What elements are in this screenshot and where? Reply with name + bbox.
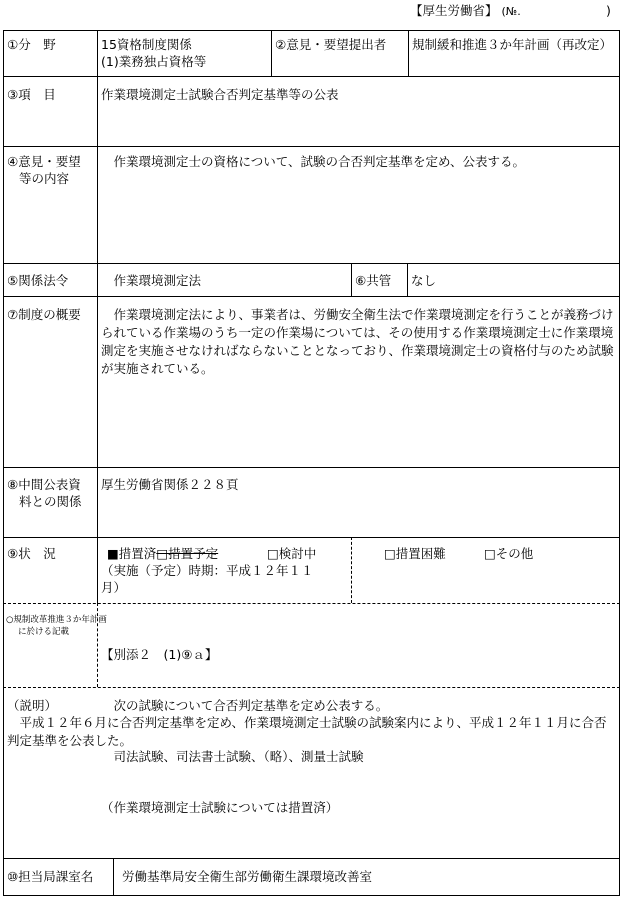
field-value-line2: (1)業務独占資格等 [101, 54, 207, 69]
office-label: ⑩担当局課室名 [7, 869, 94, 884]
document-number-close: ) [606, 3, 611, 18]
overview-label: ⑦制度の概要 [7, 307, 81, 322]
plan-ref: 【別添２ (1)⑨ａ】 [101, 647, 218, 662]
field-value [101, 36, 206, 70]
item-label: ③項 目 [7, 87, 56, 102]
status-other: □その他 [484, 546, 534, 561]
office-value: 労働基準局安全衛生部労働衛生課環境改善室 [122, 869, 373, 884]
field-label: ①分 野 [7, 37, 56, 52]
request-label [7, 153, 81, 187]
interim-label-line1: ⑧中間公表資 [7, 477, 81, 492]
request-value: 作業環境測定士の資格について、試験の合否判定基準を定め、公表する。 [101, 154, 526, 169]
plan-label [6, 614, 107, 638]
field-value-line1: 15資格制度関係 [101, 37, 192, 52]
item-value: 作業環境測定士試験合否判定基準等の公表 [101, 87, 339, 102]
explanation-heading: （説明） [7, 698, 58, 713]
plan-label-line1: ○規制改革推進３か年計画 [6, 615, 107, 625]
joint-value: なし [411, 273, 437, 288]
document-number-label: (№. [501, 5, 521, 18]
interim-label [7, 476, 82, 510]
status-timing [101, 562, 314, 596]
status-timing-line1: （実施（予定）時期：平成１２年１１ [101, 563, 314, 578]
interim-label-line2: 料との関係 [19, 494, 82, 509]
status-considering: □検討中 [267, 546, 317, 561]
status-done: ■措置済 [107, 546, 157, 561]
plan-line1: 次の試験について合否判定基準を定め公表する。 [101, 698, 389, 713]
ministry-header [410, 2, 521, 20]
status-difficult: □措置困難 [384, 546, 446, 561]
law-label: ⑤関係法令 [7, 273, 69, 288]
plan-label-line2: に於ける記載 [18, 627, 70, 637]
status-timing-line2: 月） [101, 580, 127, 595]
joint-label: ⑥共管 [355, 273, 392, 288]
law-value: 作業環境測定法 [101, 273, 202, 288]
status-label: ⑨状 況 [7, 546, 56, 561]
status-options [107, 545, 218, 562]
request-label-line2: 等の内容 [19, 171, 70, 186]
request-label-line1: ④意見・要望 [7, 154, 81, 169]
interim-value: 厚生労働省関係２２８頁 [101, 477, 239, 492]
submitter-label: ②意見・要望提出者 [275, 37, 387, 52]
plan-line3: （作業環境測定士試験については措置済） [101, 800, 339, 815]
status-planned: □措置予定 [156, 546, 219, 561]
explanation-body: 平成１２年６月に合否判定基準を定め、作業環境測定士試験の試験案内により、平成１２年１１月に合否判定基準を公表した。 [7, 715, 607, 748]
ministry-name: 【厚生労働省】 [410, 3, 498, 18]
overview-value: 作業環境測定法により、事業者は、労働安全衛生法で作業環境測定を行うことが義務づけられている作業場のうち一定の作業場については、その使用する作業環境測定士に作業環境測定を実施させなければならないこととなっており、作業環境測定士の資格付与のため試験が実施されている。 [101, 307, 614, 376]
submitter-value: 規制緩和推進３か年計画（再改定） [412, 37, 613, 52]
plan-line2: 司法試験、司法書士試験、（略）、測量士試験 [101, 749, 364, 764]
